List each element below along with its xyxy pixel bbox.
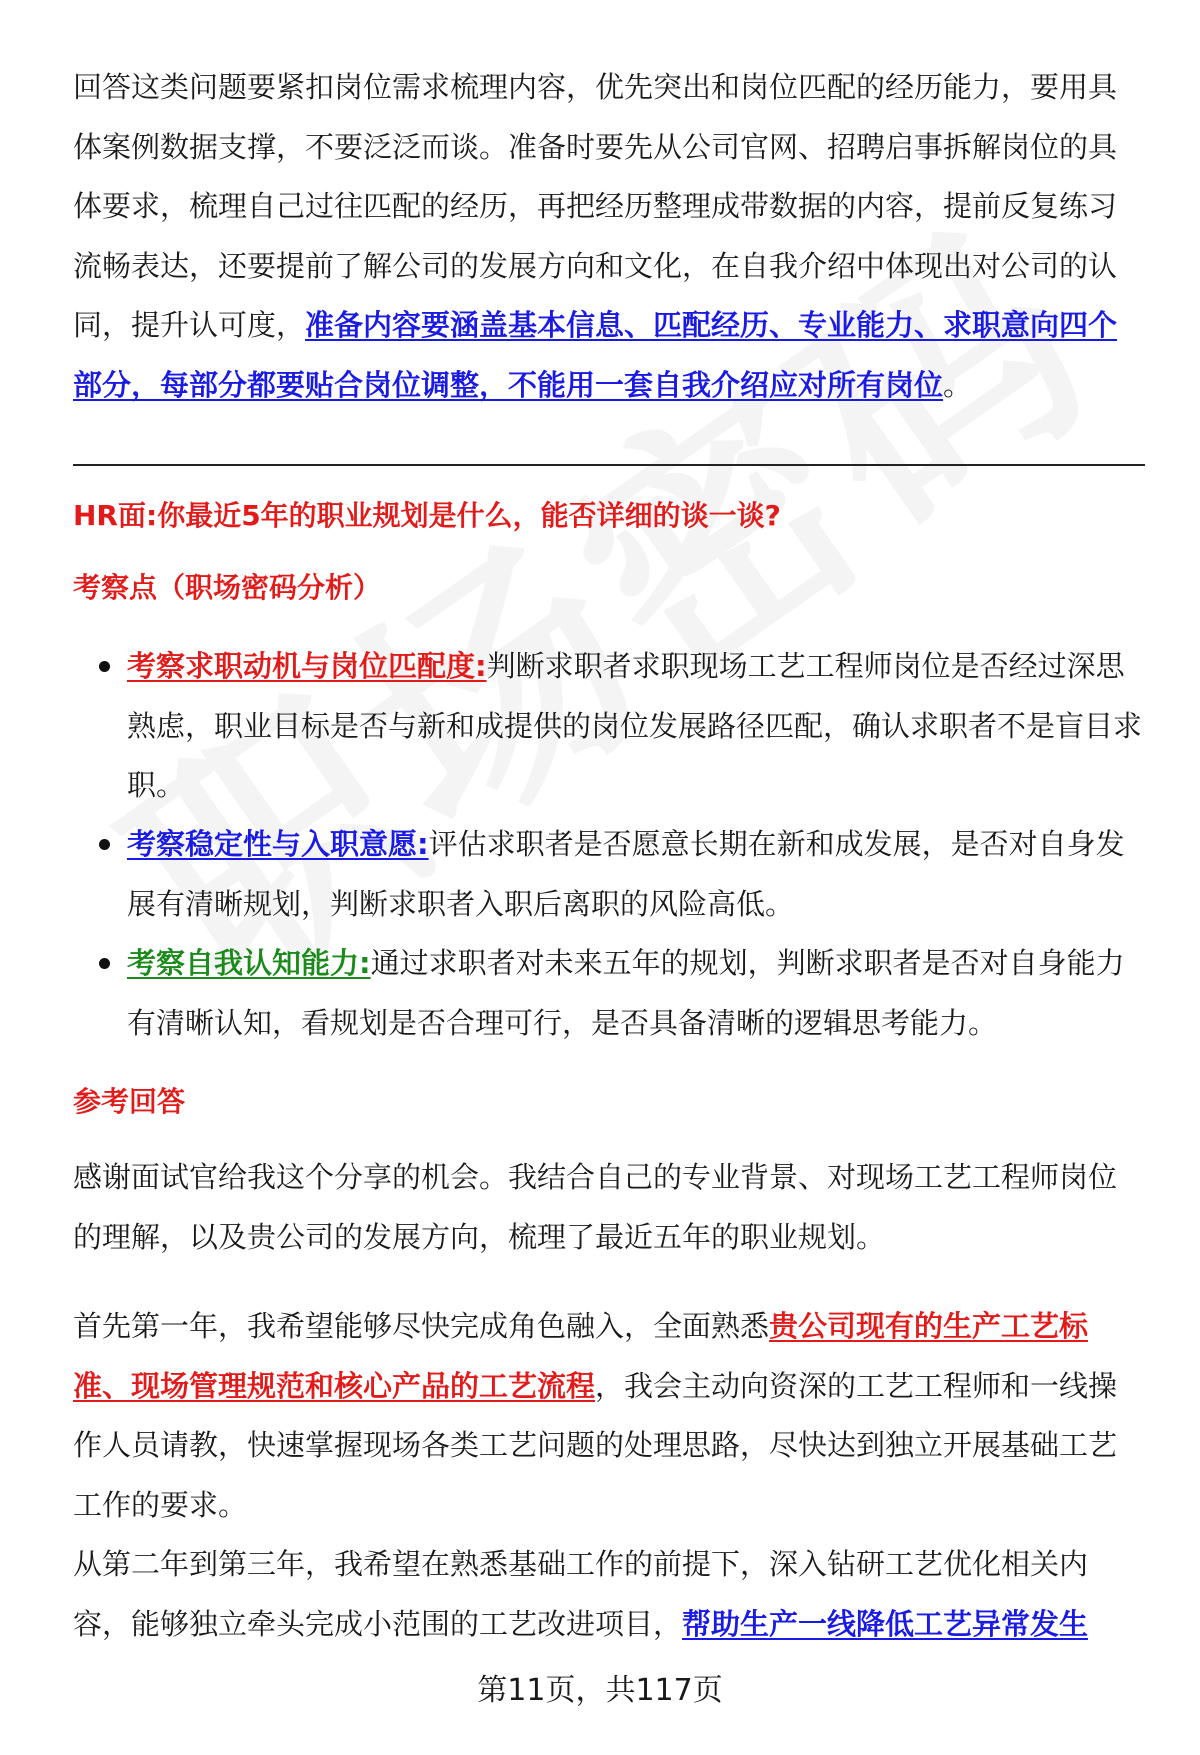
bullet-dot-icon [99,958,110,969]
list-item [127,934,1147,1053]
intro-end: 。 [943,367,973,402]
answer-paragraph-3 [73,1535,1145,1654]
intro-highlight: 准备内容要涵盖基本信息、匹配经历、专业能力、求职意向四个部分，每部分都要贴合岗位调整，不能用一套自我介绍应对所有岗位 [73,308,1118,402]
list-item [127,815,1147,934]
answer-p3-highlight: 帮助生产一线降低工艺异常发生 [682,1606,1089,1641]
page-number-footer: 第11页，共117页 [477,1673,723,1708]
answer-paragraph-2 [73,1297,1145,1535]
intro-text: 回答这类问题要紧扣岗位需求梳理内容，优先突出和岗位匹配的经历能力，要用具体案例数据支撑，不要泛泛而谈。准备时要先从公司官网、招聘启事拆解岗位的具体要求，梳理自己过往匹配的经历，再把经历整理成带数据的内容，提前反复练习流畅表达，还要提前了解公司的发展方向和文化，在自我介绍中体现出对公司的认同，提升认可度， [73,70,1118,342]
bullet-text: 判断求职者求职现场工艺工程师岗位是否经过深思熟虑，职业目标是否与新和成提供的岗位发展路径匹配，确认求职者不是盲目求职。 [127,649,1143,802]
reference-answer-heading: 参考回答 [73,1085,186,1118]
bullet-text: 评估求职者是否愿意长期在新和成发展，是否对自身发展有清晰规划，判断求职者入职后离职的风险高低。 [127,827,1125,921]
section-divider [73,464,1145,466]
answer-p2-highlight: 贵公司现有的生产工艺标准、现场管理规范和核心产品的工艺流程 [73,1309,1089,1403]
intro-paragraph [73,58,1145,415]
answer-p3-start: 从第二年到第三年，我希望在熟悉基础工作的前提下，深入钻研工艺优化相关内容，能够独立牵头完成小范围的工艺改进项目， [73,1547,1089,1641]
list-item [127,637,1147,816]
bullet-label: 考察求职动机与岗位匹配度: [127,649,487,683]
bullet-text: 通过求职者对未来五年的规划，判断求职者是否对自身能力有清晰认知，看规划是否合理可行，是否具备清晰的逻辑思考能力。 [127,946,1125,1040]
answer-paragraph-1: 感谢面试官给我这个分享的机会。我结合自己的专业背景、对现场工艺工程师岗位的理解，以及贵公司的发展方向，梳理了最近五年的职业规划。 [73,1160,1118,1254]
question-heading: HR面:你最近5年的职业规划是什么，能否详细的谈一谈? [73,499,781,532]
bullet-label: 考察稳定性与入职意愿: [127,827,429,861]
bullet-dot-icon [99,839,110,850]
bullet-dot-icon [99,661,110,672]
bullet-label: 考察自我认知能力: [127,946,371,980]
answer-p2-start: 首先第一年，我希望能够尽快完成角色融入，全面熟悉 [73,1309,770,1343]
answer-p2-end: ，我会主动向资深的工艺工程师和一线操作人员请教，快速掌握现场各类工艺问题的处理思路，尽快达到独立开展基础工艺工作的要求。 [73,1368,1118,1522]
exam-points-heading: 考察点（职场密码分析） [73,571,382,604]
